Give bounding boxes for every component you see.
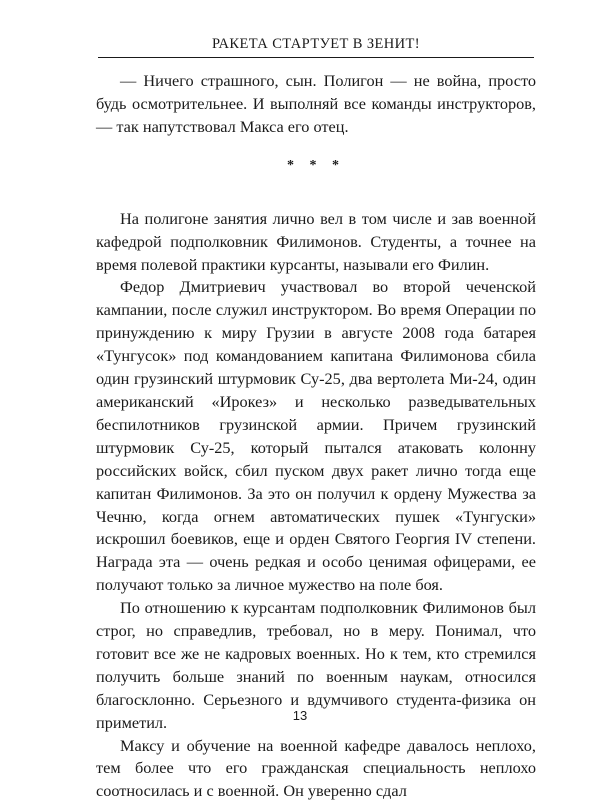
page-number: 13 bbox=[292, 708, 308, 723]
running-head-title: РАКЕТА СТАРТУЕТ В ЗЕНИТ! bbox=[211, 36, 421, 52]
paragraph: Максу и обучение на военной кафедре давалось неплохо, тем более что его гражданская специальность неплохо соотносилась и с военной. Он уверенно сдал bbox=[96, 735, 536, 801]
paragraph: По отношению к курсантам подполковник Филимонов был строг, но справедлив, требовал, но в меру. Понимал, что готовит все же не кадровых военных. Но к тем, кто стремился получить больше знаний по военным наукам, относился благосклонно. Серьезного и вдумчивого студента-физика он приметил. bbox=[96, 598, 536, 732]
header-rule bbox=[98, 57, 534, 58]
paragraph: Федор Дмитриевич участвовал во второй чеченской кампании, после служил инструктором. Во время Операции по принуждению к миру Грузии в августе 2008 года батарея «Тунгусок» под командованием капитана Филимонова сбила один грузинский штурмовик Су-25, два вертолета Ми-24, один американский «Ирокез» и несколько разведывательных беспилотников грузинской армии. Причем грузинский штурмовик Су-25, который пытался атаковать колонну российских войск, сбил пуском двух ракет лично тогда еще капитан Филимонов. За это он получил к ордену Мужества за Чечню, когда огнем автоматических пушек «Тунгуски» искрошил боевиков, еще и орден Святого Георгия IV степени. Награда эта — очень редкая и особо ценимая офицерами, ее получают только за личное мужество на поле боя. bbox=[96, 277, 536, 595]
paragraph: — Ничего страшного, сын. Полигон — не война, просто будь осмотрительнее. И выполняй все команды инструкторов, — так напутствовал Макса его отец. bbox=[96, 71, 536, 136]
section-separator: * * * bbox=[287, 157, 345, 173]
paragraph: На полигоне занятия лично вел в том числе и зав военной кафедрой подполковник Филимонов. Студенты, а точнее на время полевой практики курсанты, называли его Филин. bbox=[96, 208, 536, 274]
page-body bbox=[96, 70, 536, 803]
